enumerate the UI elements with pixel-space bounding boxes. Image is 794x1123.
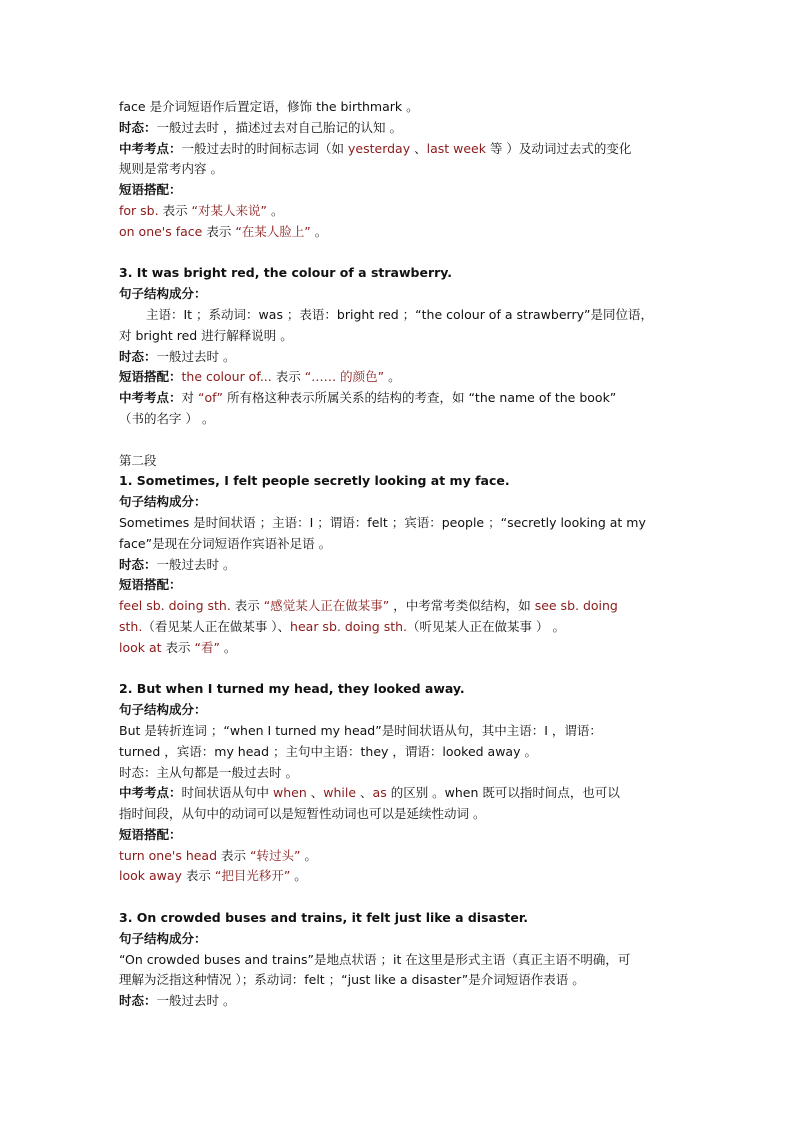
text-line [119,451,679,472]
text-run: 时间状语从句中 [181,785,273,801]
text-line [119,555,679,576]
text-run: 。 [300,847,317,863]
text-line [119,326,679,347]
text-line [119,825,679,846]
bold-label: 短语搭配： [119,577,182,593]
text-line [119,284,679,305]
text-line [119,575,679,596]
document-page [119,97,679,1012]
text-run: “On crowded buses and trains”是地点状语 ；it 在这里是形式主语（真正主语不明确，可 [119,951,631,967]
highlighted-term: look at [119,639,162,655]
text-run: 表示 [181,868,215,884]
paragraph-gap [119,430,679,451]
text-run: But 是转折连词 ；“when I turned my head”是时间状语从句，其中主语：I ，谓语： [119,722,602,738]
text-run: 时态：主从句都是一般过去时 。 [119,764,298,780]
text-line [119,201,679,222]
text-line [119,222,679,243]
text-line [119,638,679,659]
bold-label: 短语搭配： [119,369,182,385]
bold-label: 短语搭配： [119,182,182,198]
text-line [119,721,679,742]
highlighted-term: “转过头” [249,847,301,863]
text-line [119,388,679,409]
bold-label: 时态： [119,993,157,1009]
text-line [119,866,679,887]
text-run: 对 bright red 进行解释说明 。 [119,327,293,343]
bold-label: 时态： [119,348,157,364]
text-line [119,950,679,971]
highlighted-term: turn one's head [119,847,218,863]
bold-label: 句子结构成分： [119,930,207,946]
text-run: face”是现在分词短语作宾语补足语 。 [119,535,332,551]
text-line [119,180,679,201]
text-run: Sometimes 是时间状语 ；主语：I ；谓语：felt ；宾语：people ；“secretly looking at my [119,514,646,530]
highlighted-term: “把目光移开” [214,868,291,884]
text-run: face 是介词短语作后置定语，修饰 the birthmark 。 [119,99,419,114]
text-line [119,763,679,784]
text-run: （听见某人正在做某事 ） 。 [407,618,565,634]
text-run: 一般过去时 。 [156,993,236,1009]
paragraph-gap [119,659,679,680]
text-run: 理解为泛指这种情况 ）；系动词：felt ；“just like a disaster”是介词短语作表语 。 [119,972,585,988]
text-run: 一般过去时的时间标志词（如 [181,140,348,156]
highlighted-term: yesterday [348,140,411,156]
highlighted-term: “看” [194,639,220,655]
highlighted-term: hear sb. doing sth. [290,618,408,634]
text-run: 表示 [230,598,264,614]
bold-label: 短语搭配： [119,826,182,842]
text-run: 的区别 。when 既可以指时间点，也可以 [386,785,620,801]
highlighted-term: for sb. [119,202,159,218]
text-line [119,97,679,118]
text-run: 主语：It ；系动词：was ；表语：bright red ；“the colour of a strawberry”是同位语， [146,306,653,322]
text-line [119,700,679,721]
highlighted-term: last week [426,140,486,156]
text-line [119,783,679,804]
text-line [119,367,679,388]
text-line [119,139,679,160]
bold-label: 2. But when I turned my head, they looked away. [119,681,465,697]
bold-label: 3. It was bright red, the colour of a strawberry. [119,265,453,281]
text-run: turned ，宾语：my head ；主句中主语：they ，谓语：looked away 。 [119,743,537,759]
highlighted-term: while [323,785,357,801]
text-line [119,991,679,1012]
bold-label: 中考考点： [119,140,182,156]
text-run: 。 [384,369,401,385]
text-line [119,118,679,139]
highlighted-term: see sb. doing [534,598,618,614]
bold-label: 时态： [119,556,157,572]
bold-label: 3. On crowded buses and trains, it felt just like a disaster. [119,910,528,926]
highlighted-term: feel sb. doing sth. [119,598,231,614]
text-line [119,471,679,492]
text-line [119,534,679,555]
text-run: 一般过去时 。 [156,556,236,572]
text-run: ，中考常考类似结构，如 [389,598,535,614]
bold-label: 句子结构成分： [119,494,207,510]
text-run: 一般过去时 。 [156,348,236,364]
text-line [119,846,679,867]
highlighted-term: “感觉某人正在做某事” [263,598,390,614]
text-line [119,596,679,617]
text-run: 表示 [158,202,192,218]
highlighted-term: look away [119,868,182,884]
text-run: 所有格这种表示所属关系的结构的考查，如 “the name of the book” [223,390,617,406]
text-run: （书的名字 ） 。 [119,410,215,426]
text-line [119,804,679,825]
text-line [119,679,679,700]
bold-label: 中考考点： [119,390,182,406]
text-line [119,263,679,284]
text-run: 指时间段，从句中的动词可以是短暂性动词也可以是延续性动词 。 [119,806,486,822]
text-line [119,929,679,950]
text-line [119,617,679,638]
text-line [119,513,679,534]
highlighted-term: sth. [119,618,143,634]
highlighted-term: the colour of... [181,369,272,385]
text-run: 、 [410,140,427,156]
highlighted-term: on one's face [119,223,203,239]
bold-label: 中考考点： [119,785,182,801]
highlighted-term: when [273,785,307,801]
bold-label: 句子结构成分： [119,286,207,302]
highlighted-term: as [372,785,387,801]
text-line [119,742,679,763]
text-run: 、 [306,785,324,801]
paragraph-gap [119,243,679,264]
text-run: 表示 [271,369,305,385]
text-line [119,159,679,180]
text-line [119,347,679,368]
text-run: 一般过去时 ，描述过去对自己胎记的认知 。 [156,119,402,135]
text-run: 。 [290,868,307,884]
bold-label: 1. Sometimes, I felt people secretly looking at my face. [119,473,510,489]
text-run: 表示 [217,847,250,863]
highlighted-term: “对某人来说” [191,202,267,218]
highlighted-term: “of” [198,390,223,406]
bold-label: 句子结构成分： [119,702,207,718]
text-run: （看见某人正在做某事 ）、 [142,618,291,634]
text-line [119,908,679,929]
highlighted-term: “在某人脸上” [235,223,311,239]
text-run: 。 [219,639,237,655]
paragraph-gap [119,887,679,908]
text-run: 表示 [161,639,195,655]
text-run: 表示 [202,223,236,239]
text-run: 第二段 [119,452,157,468]
text-line [119,492,679,513]
text-run: 对 [181,390,198,406]
text-line [119,409,679,430]
text-line [119,305,679,326]
text-run: 、 [356,785,373,801]
text-run: 。 [310,223,328,239]
text-run: 等 ）及动词过去式的变化 [485,140,632,156]
highlighted-term: “…… 的颜色” [304,369,385,385]
text-run: 。 [267,202,284,218]
text-line [119,970,679,991]
bold-label: 时态： [119,119,157,135]
text-run: 规则是常考内容 。 [119,161,223,177]
